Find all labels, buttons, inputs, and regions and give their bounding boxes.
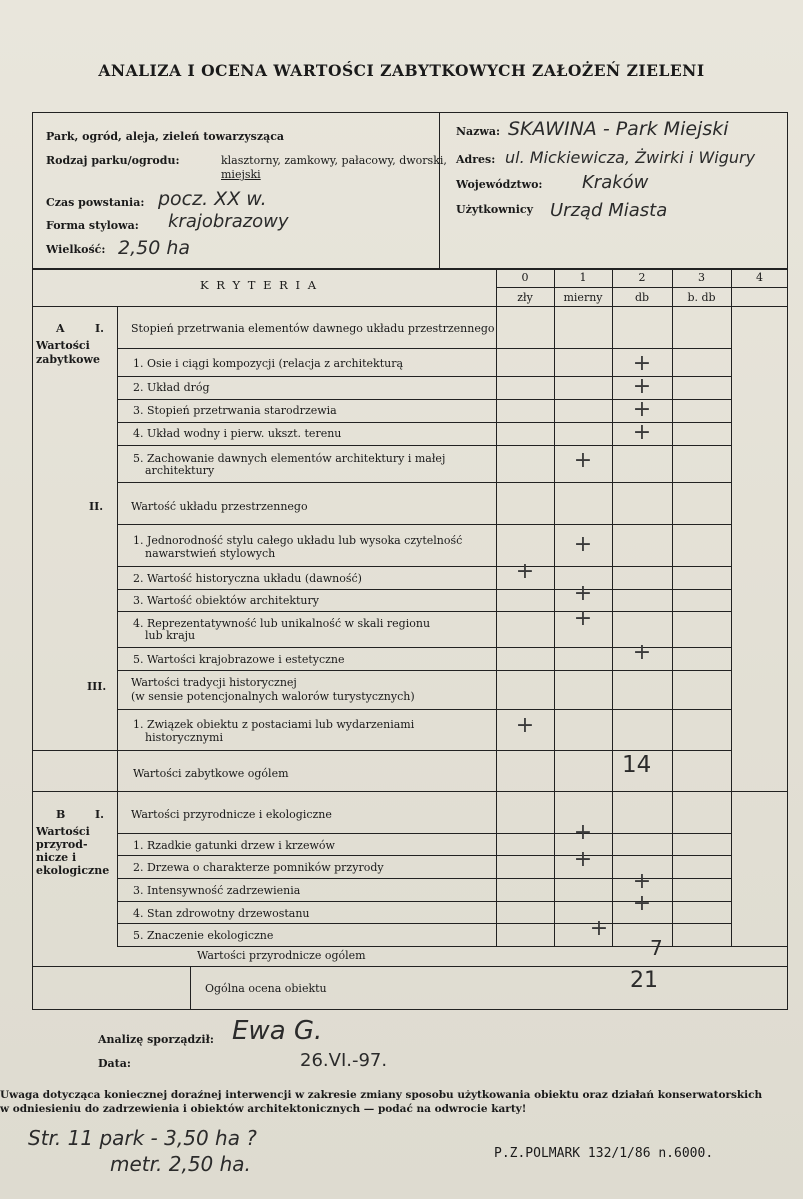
score-col-1 xyxy=(554,268,555,946)
score-label-2: db xyxy=(634,291,650,304)
row-line xyxy=(117,445,731,446)
nazwa-value: SKAWINA - Park Miejski xyxy=(508,118,729,140)
row-line xyxy=(117,833,731,834)
section-b-divider xyxy=(32,791,788,792)
score-4: 4 xyxy=(756,271,763,284)
mark-a1-4: + xyxy=(632,420,652,445)
overall-value: 21 xyxy=(630,968,658,993)
header-divider xyxy=(439,112,440,270)
score-col-4 xyxy=(731,268,732,946)
score-2: 2 xyxy=(638,271,646,284)
czas-label: Czas powstania: xyxy=(46,196,145,209)
uzytkownicy-value: Urząd Miasta xyxy=(550,200,668,221)
section-a-name-1: Wartości xyxy=(36,339,90,352)
park-type-label: Park, ogród, aleja, zieleń towarzysząca xyxy=(46,130,285,143)
kryteria-label: K R Y T E R I A xyxy=(200,278,319,292)
total-a-label: Wartości zabytkowe ogólem xyxy=(133,767,289,780)
mark-a1-5: + xyxy=(573,448,593,473)
handwritten-note-2: metr. 2,50 ha. xyxy=(110,1152,251,1176)
b-item-1: 1. Rzadkie gatunki drzew i krzewów xyxy=(133,839,335,852)
row-line xyxy=(32,966,788,967)
date-value: 26.VI.-97. xyxy=(300,1050,388,1071)
mark-a2-3: + xyxy=(573,581,593,606)
group-2-roman: II. xyxy=(89,500,104,513)
wielkosc-value: 2,50 ha xyxy=(118,237,191,259)
section-a-letter: A xyxy=(56,322,65,335)
section-a-name-2: zabytkowe xyxy=(36,353,100,366)
section-b-name-3: nicze i xyxy=(36,851,77,864)
score-col-3 xyxy=(672,268,673,946)
section-b-letter: B xyxy=(56,808,66,821)
czas-value: pocz. XX w. xyxy=(158,188,267,210)
section-a-roman: I. xyxy=(95,322,104,335)
mark-a1-2: + xyxy=(632,374,652,399)
a2-item-1: 1. Jednorodność stylu całego układu lub wysoka czytelność xyxy=(133,534,463,547)
row-line xyxy=(117,482,731,483)
a1-item-3: 3. Stopień przetrwania starodrzewia xyxy=(133,404,337,417)
group-2-title: Wartość układu przestrzennego xyxy=(131,500,308,513)
forma-value: krajobrazowy xyxy=(168,211,289,232)
b-item-4: 4. Stan zdrowotny drzewostanu xyxy=(133,907,310,920)
handwritten-note-1: Str. 11 park - 3,50 ha ? xyxy=(28,1126,257,1150)
mark-b-4: + xyxy=(632,891,652,916)
total-a-value: 14 xyxy=(622,752,652,778)
rodzaj-selected: miejski xyxy=(221,168,261,181)
mark-b-5: + xyxy=(589,916,609,941)
row-line xyxy=(117,348,731,349)
rodzaj-label: Rodzaj parku/ogrodu: xyxy=(46,154,180,167)
a2-item-5: 5. Wartości krajobrazowe i estetyczne xyxy=(133,653,345,666)
wielkosc-label: Wielkość: xyxy=(46,243,106,256)
b-item-2: 2. Drzewa o charakterze pomników przyrody xyxy=(133,861,384,874)
score-3: 3 xyxy=(698,271,705,284)
b-item-3: 3. Intensywność zadrzewienia xyxy=(133,884,301,897)
row-line xyxy=(117,946,788,947)
adres-value: ul. Mickiewicza, Żwirki i Wigury xyxy=(505,148,756,167)
score-label-3: b. db xyxy=(687,291,716,304)
mark-a2-2: + xyxy=(515,559,535,584)
row-line xyxy=(117,855,731,856)
a2-item-4: 4. Reprezentatywność lub unikalność w skali regionu xyxy=(133,617,431,630)
a1-item-5-cont: architektury xyxy=(145,464,215,477)
a3-item-1: 1. Związek obiektu z postaciami lub wydarzeniami xyxy=(133,718,415,731)
row-line xyxy=(117,566,731,567)
group-3-title-1: Wartości tradycji historycznej xyxy=(131,676,297,689)
form-title: ANALIZA I OCENA WARTOŚCI ZABYTKOWYCH ZAŁOŻEŃ ZIELENI xyxy=(98,61,705,80)
wojewodztwo-value: Kraków xyxy=(582,172,649,193)
mark-b-1: + xyxy=(573,820,593,845)
section-b-name-1: Wartości xyxy=(36,825,90,838)
nazwa-label: Nazwa: xyxy=(456,125,501,138)
mark-b-3: + xyxy=(632,869,652,894)
header-mid-line xyxy=(496,287,788,288)
a1-item-5: 5. Zachowanie dawnych elementów architektury i małej xyxy=(133,452,446,465)
b-item-5: 5. Znaczenie ekologiczne xyxy=(133,929,274,942)
overall-col-line xyxy=(190,966,191,1010)
row-line xyxy=(117,923,731,924)
analyst-label: Analizę sporządził: xyxy=(98,1033,214,1046)
mark-a2-1: + xyxy=(573,532,593,557)
mark-b-2: + xyxy=(573,847,593,872)
a2-item-2: 2. Wartość historyczna układu (dawność) xyxy=(133,572,362,585)
score-label-1: mierny xyxy=(563,291,603,304)
section-b-name-2: przyrod- xyxy=(36,838,88,851)
analyst-signature: Ewa G. xyxy=(232,1016,323,1046)
overall-label: Ogólna ocena obiektu xyxy=(205,982,327,995)
note-line-2: w odniesieniu do zadrzewienia i obiektów architektonicznych — podać na odwrocie karty! xyxy=(0,1103,527,1115)
mark-a1-3: + xyxy=(632,397,652,422)
a1-item-1: 1. Osie i ciągi kompozycji (relacja z architekturą xyxy=(133,357,404,370)
section-col-line xyxy=(117,306,118,946)
score-0: 0 xyxy=(521,271,529,284)
total-b-label: Wartości przyrodnicze ogólem xyxy=(197,949,366,962)
mark-a1-1: + xyxy=(632,351,652,376)
mark-a2-4: + xyxy=(573,606,593,631)
adres-label: Adres: xyxy=(456,153,496,166)
section-b-roman: I. xyxy=(95,808,104,821)
wojewodztwo-label: Województwo: xyxy=(456,178,543,191)
printer-imprint: P.Z.POLMARK 132/1/86 n.6000. xyxy=(494,1146,714,1161)
row-line xyxy=(117,611,731,612)
mark-a2-5: + xyxy=(632,640,652,665)
header-row-line xyxy=(32,306,788,307)
group-3-roman: III. xyxy=(87,680,107,693)
row-line xyxy=(117,670,731,671)
score-col-0 xyxy=(496,268,497,946)
a2-item-1-cont: nawarstwień stylowych xyxy=(145,547,276,560)
a1-item-4: 4. Układ wodny i pierw. ukszt. terenu xyxy=(133,427,342,440)
row-line xyxy=(117,709,731,710)
score-label-0: zły xyxy=(517,291,533,304)
row-line xyxy=(117,589,731,590)
a2-item-4-cont: lub kraju xyxy=(145,629,196,642)
section-b-title: Wartości przyrodnicze i ekologiczne xyxy=(131,808,332,821)
a2-item-3: 3. Wartość obiektów architektury xyxy=(133,594,319,607)
row-line xyxy=(117,524,731,525)
note-line-1: Uwaga dotycząca koniecznej doraźnej interwencji w zakresie zmiany sposobu użytkowania obiektu oraz działań konserwatorskich xyxy=(0,1089,763,1101)
forma-label: Forma stylowa: xyxy=(46,219,139,232)
group-1-title: Stopień przetrwania elementów dawnego układu przestrzennego xyxy=(131,322,495,335)
date-label: Data: xyxy=(98,1057,131,1070)
total-b-value: 7 xyxy=(650,936,663,960)
a3-item-1-cont: historycznymi xyxy=(145,731,223,744)
rodzaj-options: klasztorny, zamkowy, pałacowy, dworski, xyxy=(221,154,447,167)
mark-a3-1: + xyxy=(515,713,535,738)
score-1: 1 xyxy=(579,271,587,284)
uzytkownicy-label: Użytkownicy xyxy=(456,203,534,216)
section-b-name-4: ekologiczne xyxy=(36,864,110,877)
group-3-title-2: (w sensie potencjonalnych walorów turystycznych) xyxy=(131,690,415,703)
row-line xyxy=(32,750,731,751)
a1-item-2: 2. Układ dróg xyxy=(133,381,210,394)
